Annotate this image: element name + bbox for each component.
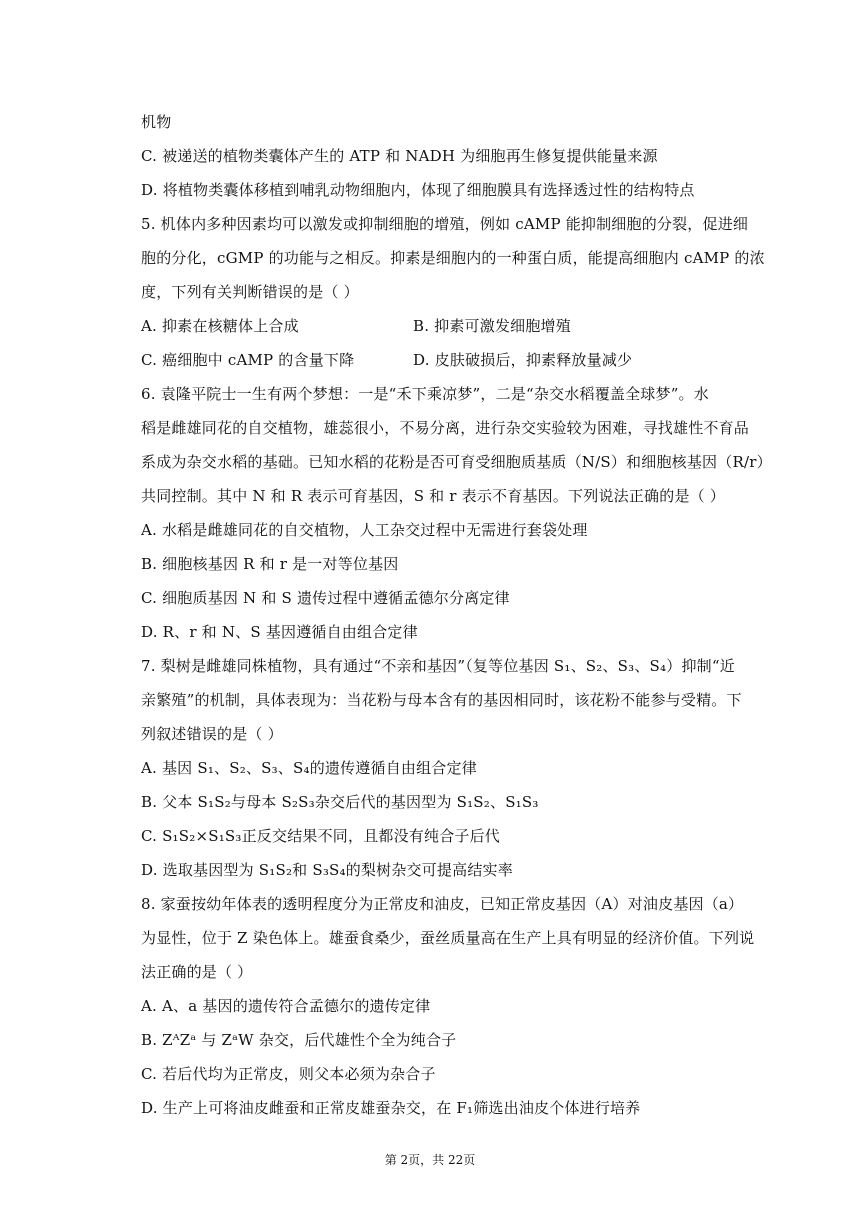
option-b: B. 细胞核基因 R 和 r 是一对等位基因 <box>141 555 399 573</box>
question-8-stem: 8. 家蚕按幼年体表的透明程度分为正常皮和油皮，已知正常皮基因（A）对油皮基因（a） <box>141 895 744 913</box>
question-6-stem: 6. 袁隆平院士一生有两个梦想：一是“禾下乘凉梦”，二是“杂交水稻覆盖全球梦”。水 <box>141 385 709 403</box>
option-d: D. 选取基因型为 S₁S₂和 S₃S₄的梨树杂交可提高结实率 <box>141 861 513 879</box>
text-line: 机物 <box>141 113 172 131</box>
option-a: A. 基因 S₁、S₂、S₃、S₄的遗传遵循自由组合定律 <box>141 759 477 777</box>
option-c: C. 癌细胞中 cAMP 的含量下降 <box>141 351 355 369</box>
text-line: 亲繁殖”的机制，具体表现为：当花粉与母本含有的基因相同时，该花粉不能参与受精。下 <box>141 691 742 709</box>
option-a: A. A、a 基因的遗传符合孟德尔的遗传定律 <box>141 997 431 1015</box>
option-c: C. 细胞质基因 N 和 S 遗传过程中遵循孟德尔分离定律 <box>141 589 510 607</box>
option-d: D. 生产上可将油皮雌蚕和正常皮雄蚕杂交，在 F₁筛选出油皮个体进行培养 <box>141 1099 641 1117</box>
option-b: B. 抑素可激发细胞增殖 <box>413 317 571 335</box>
text-line: 法正确的是（ ） <box>141 963 253 981</box>
option-d: D. R、r 和 N、S 基因遵循自由组合定律 <box>141 623 418 641</box>
option-a: A. 抑素在核糖体上合成 <box>141 317 299 335</box>
text-line: 稻是雌雄同花的自交植物，雄蕊很小，不易分离，进行杂交实验较为困难，寻找雄性不育品 <box>141 419 750 437</box>
option-c: C. S₁S₂×S₁S₃正反交结果不同，且都没有纯合子后代 <box>141 827 501 845</box>
text-line: 为显性，位于 Z 染色体上。雄蚕食桑少，蚕丝质量高在生产上具有明显的经济价值。下列说 <box>141 929 755 947</box>
text-line: 度，下列有关判断错误的是（ ） <box>141 283 359 301</box>
text-line: 共同控制。其中 N 和 R 表示可育基因，S 和 r 表示不育基因。下列说法正确的是（ ） <box>141 487 726 505</box>
option-c: C. 若后代均为正常皮，则父本必须为杂合子 <box>141 1065 436 1083</box>
text-line: 胞的分化，cGMP 的功能与之相反。抑素是细胞内的一种蛋白质，能提高细胞内 cAMP 的浓 <box>141 249 765 267</box>
page-footer: 第 2页，共 22页 <box>384 1153 476 1167</box>
option-b: B. 父本 S₁S₂与母本 S₂S₃杂交后代的基因型为 S₁S₂、S₁S₃ <box>141 793 539 811</box>
question-7-stem: 7. 梨树是雌雄同株植物，具有通过“不亲和基因”（复等位基因 S₁、S₂、S₃、S₄）抑制“近 <box>141 657 735 675</box>
option-c: C. 被递送的植物类囊体产生的 ATP 和 NADH 为细胞再生修复提供能量来源 <box>141 147 658 165</box>
text-line: 列叙述错误的是（ ） <box>141 725 283 743</box>
option-d: D. 皮肤破损后，抑素释放量减少 <box>413 351 633 369</box>
option-a: A. 水稻是雌雄同花的自交植物，人工杂交过程中无需进行套袋处理 <box>141 521 588 539</box>
option-d: D. 将植物类囊体移植到哺乳动物细胞内，体现了细胞膜具有选择透过性的结构特点 <box>141 181 695 199</box>
text-line: 系成为杂交水稻的基础。已知水稻的花粉是否可育受细胞质基质（N/S）和细胞核基因（R/r） <box>141 453 772 471</box>
question-5-stem: 5. 机体内多种因素均可以激发或抑制细胞的增殖，例如 cAMP 能抑制细胞的分裂，促进细 <box>141 215 749 233</box>
option-b: B. ZᴬZᵃ 与 ZᵃW 杂交，后代雄性个全为纯合子 <box>141 1031 457 1049</box>
